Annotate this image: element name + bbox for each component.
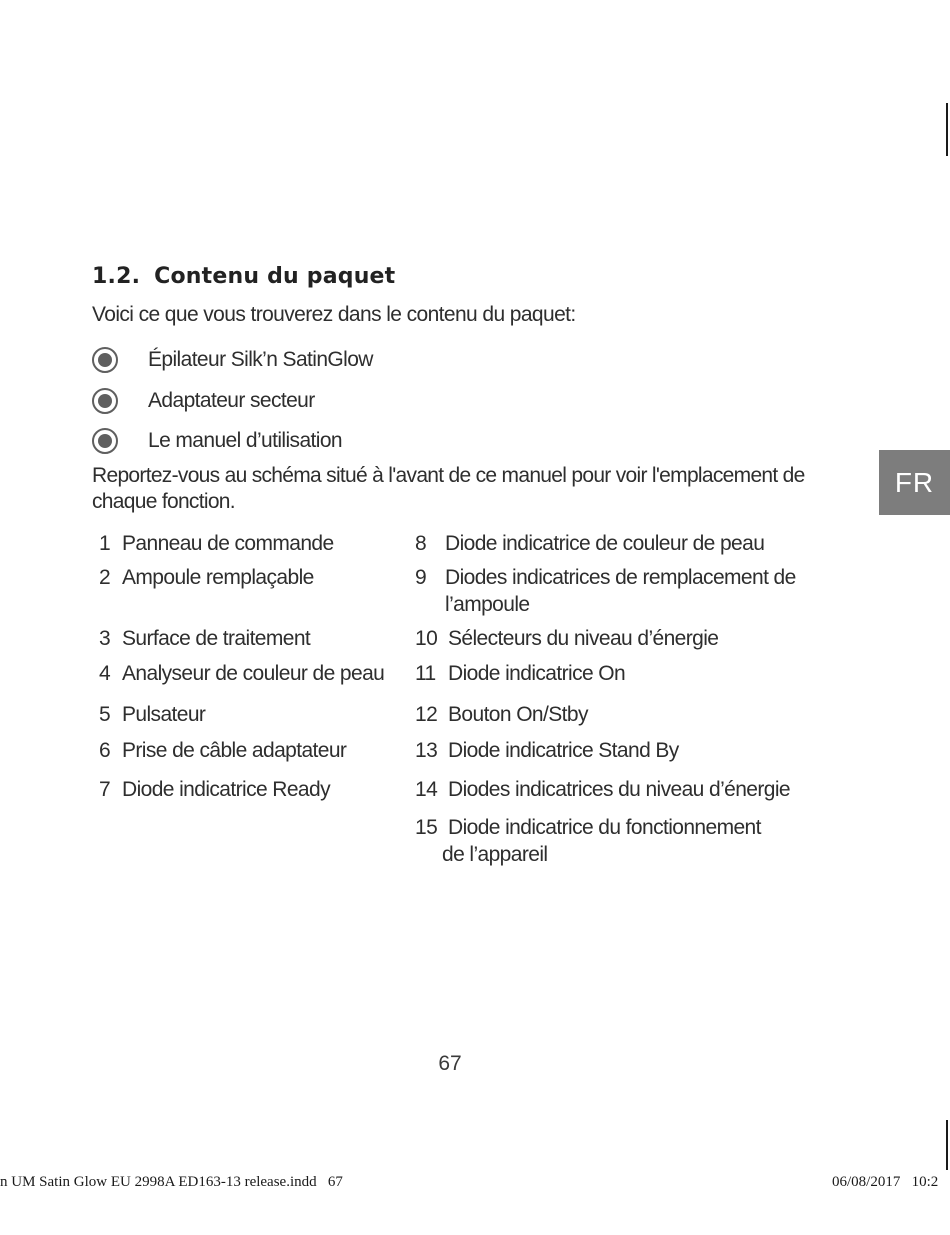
function-number: 5 [99, 703, 111, 726]
crop-mark-top [946, 103, 948, 156]
function-item [415, 530, 764, 557]
slug-datetime [832, 1174, 938, 1191]
function-label: Ampoule remplaçable [122, 566, 314, 589]
function-item [99, 660, 384, 687]
slug-time: 10:2 [911, 1174, 939, 1190]
function-label: Diodes indicatrices du niveau d’énergie [448, 778, 790, 801]
function-item [99, 776, 330, 803]
function-item [415, 701, 588, 728]
function-number: 2 [99, 566, 111, 589]
function-label: Diode indicatrice du fonctionnement [448, 816, 761, 839]
list-item-label: Épilateur Silk’n SatinGlow [148, 348, 373, 372]
function-number: 3 [99, 627, 111, 650]
slug-filename: n UM Satin Glow EU 2998A ED163-13 release.indd [0, 1174, 317, 1190]
function-label: Diode indicatrice de couleur de peau [445, 532, 765, 555]
function-number: 11 [415, 662, 436, 685]
function-label: Sélecteurs du niveau d’énergie [448, 627, 719, 650]
slug-file [0, 1174, 343, 1191]
function-label: Analyseur de couleur de peau [122, 662, 385, 685]
function-label: Diode indicatrice On [448, 662, 626, 685]
list-item-label: Le manuel d’utilisation [148, 429, 342, 453]
radio-bullet-icon [92, 347, 118, 373]
slug-date: 06/08/2017 [832, 1174, 901, 1190]
language-tab: FR [879, 450, 950, 515]
function-label: Panneau de commande [122, 532, 334, 555]
function-number: 7 [99, 778, 111, 801]
function-label: Prise de câble adaptateur [122, 739, 347, 762]
function-item [415, 564, 796, 618]
reference-note: Reportez-vous au schéma situé à l'avant de ce manuel pour voir l'emplacement de chaque fonction. [92, 464, 805, 513]
function-label-continued: de l’appareil [442, 843, 548, 866]
function-label: Pulsateur [122, 703, 206, 726]
function-number: 15 [415, 816, 438, 839]
function-number: 4 [99, 662, 111, 685]
function-number: 13 [415, 739, 438, 762]
function-number: 10 [415, 627, 438, 650]
list-item [92, 421, 373, 462]
function-item [99, 564, 314, 591]
function-number: 9 [415, 566, 427, 589]
radio-bullet-icon [92, 428, 118, 454]
package-contents-list [92, 340, 373, 462]
function-item [415, 814, 761, 868]
function-label: Surface de traitement [122, 627, 311, 650]
crop-mark-bottom [946, 1120, 948, 1170]
list-item [92, 340, 373, 381]
function-item [99, 701, 205, 728]
section-number: 1.2. [92, 264, 141, 289]
list-item-label: Adaptateur secteur [148, 388, 315, 412]
function-number: 14 [415, 778, 438, 801]
function-item [415, 625, 718, 652]
list-item [92, 381, 373, 422]
function-number: 1 [99, 532, 111, 555]
function-item [99, 625, 310, 652]
page-number: 67 [438, 1052, 462, 1075]
function-item [415, 737, 679, 764]
function-label: Bouton On/Stby [448, 703, 588, 726]
function-label: Diode indicatrice Stand By [448, 739, 679, 762]
intro-text: Voici ce que vous trouverez dans le contenu du paquet: [92, 303, 576, 326]
slug-page: 67 [327, 1174, 343, 1190]
function-item [415, 776, 790, 803]
function-item [99, 530, 334, 557]
radio-bullet-icon [92, 388, 118, 414]
section-heading [92, 264, 395, 289]
function-item [99, 737, 346, 764]
section-title: Contenu du paquet [154, 264, 396, 289]
function-number: 8 [415, 532, 427, 555]
function-item [415, 660, 625, 687]
function-label: Diodes indicatrices de remplacement de [445, 566, 796, 589]
function-label: Diode indicatrice Ready [122, 778, 330, 801]
function-label-continued: l’ampoule [445, 593, 530, 616]
function-number: 6 [99, 739, 111, 762]
function-number: 12 [415, 703, 438, 726]
